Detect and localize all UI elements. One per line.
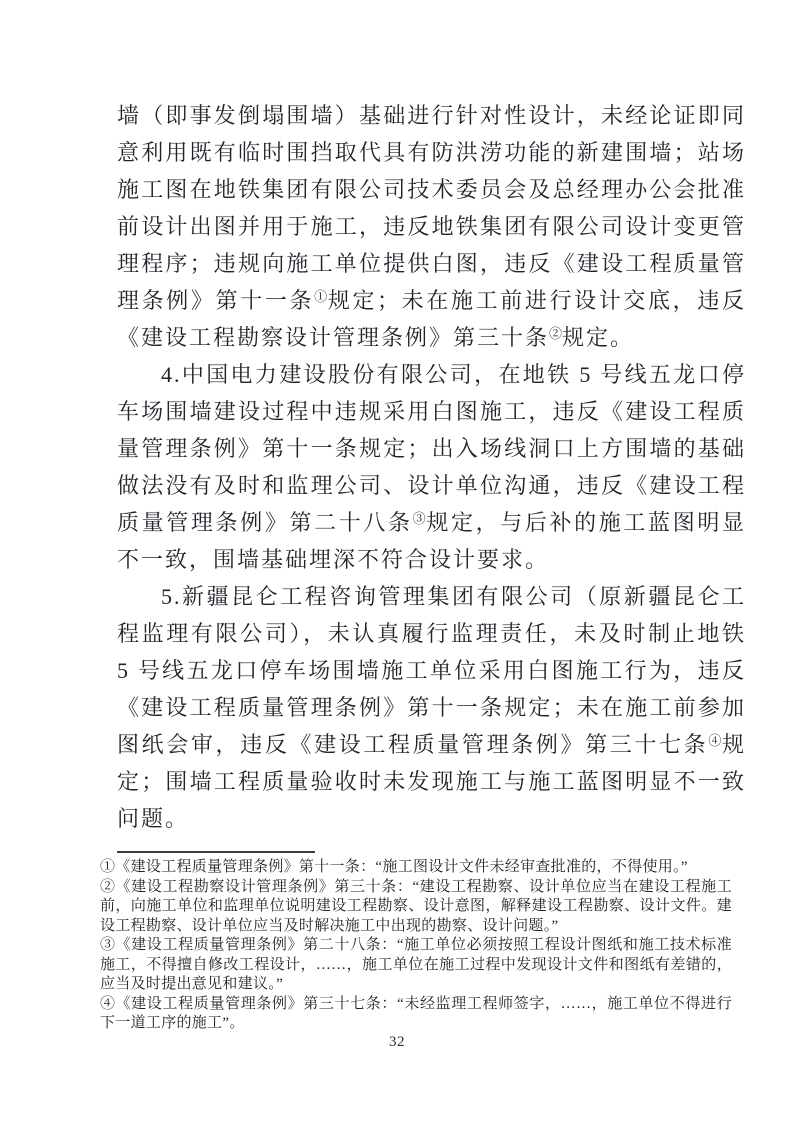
footnote-ref-3: ③ — [412, 511, 427, 526]
footnote-4: ④《建设工程质量管理条例》第三十七条：“未经监理工程师签字，……，施工单位不得进行下一道工序的施工”。 — [100, 995, 732, 1031]
paragraph-text: 规定，与后补的施工蓝图明显不一致，围墙基础埋深不符合设计要求。 — [117, 510, 746, 572]
footnote-2: ②《建设工程勘察设计管理条例》第三十条：“建设工程勘察、设计单位应当在建设工程施工前，向施工单位和监理单位说明建设工程勘察、设计意图，解释建设工程勘察、设计文件。建设工程勘察、设计单位应当及时解决施工中出现的勘察、设计问题。” — [100, 878, 732, 934]
footnote-3: ③《建设工程质量管理条例》第二十八条：“施工单位必须按照工程设计图纸和施工技术标准施工，不得擅自修改工程设计，……，施工单位在施工过程中发现设计文件和图纸有差错的，应当及时提出意见和建议。” — [100, 937, 732, 992]
paragraph-text: 5.新疆昆仑工程咨询管理集团有限公司（原新疆昆仑工程监理有限公司），未认真履行监理责任，未及时制止地铁 5 号线五龙口停车场围墙施工单位采用白图施工行为，违反《建设工程质量管理条例》第十一条规定；未在施工前参加图纸会审，违反《建设工程质量管理条例》第三十七条 — [117, 584, 746, 757]
footnote-ref-2: ② — [549, 326, 563, 341]
body-text-block — [117, 97, 746, 837]
page-number: 32 — [389, 1034, 405, 1050]
paragraph-item3-continuation — [117, 97, 746, 356]
paragraph-item5 — [117, 578, 746, 837]
paragraph-text: 规定。 — [562, 325, 635, 350]
paragraph-text: 规定；未在施工前进行设计交底，违反《建设工程勘察设计管理条例》第三十条 — [117, 288, 746, 350]
paragraph-item4 — [117, 356, 746, 578]
footnote-separator — [117, 851, 315, 853]
footnotes-block — [100, 858, 732, 1034]
footnote-ref-4: ④ — [708, 733, 722, 748]
footnote-1: ①《建设工程质量管理条例》第十一条：“施工图设计文件未经审查批准的，不得使用。” — [100, 859, 688, 875]
paragraph-text: 4.中国电力建设股份有限公司，在地铁 5 号线五龙口停车场围墙建设过程中违规采用白图施工，违反《建设工程质量管理条例》第十一条规定；出入场线洞口上方围墙的基础做法没有及时和监理公司、设计单位沟通，违反《建设工程质量管理条例》第二十八条 — [117, 362, 746, 535]
footnote-ref-1: ① — [314, 289, 328, 304]
paragraph-text: 规定；围墙工程质量验收时未发现施工与施工蓝图明显不一致问题。 — [117, 732, 746, 831]
paragraph-text: 墙（即事发倒塌围墙）基础进行针对性设计，未经论证即同意利用既有临时围挡取代具有防洪涝功能的新建围墙；站场施工图在地铁集团有限公司技术委员会及总经理办公会批准前设计出图并用于施工，违反地铁集团有限公司设计变更管理程序；违规向施工单位提供白图，违反《建设工程质量管理条例》第十一条 — [117, 103, 746, 313]
